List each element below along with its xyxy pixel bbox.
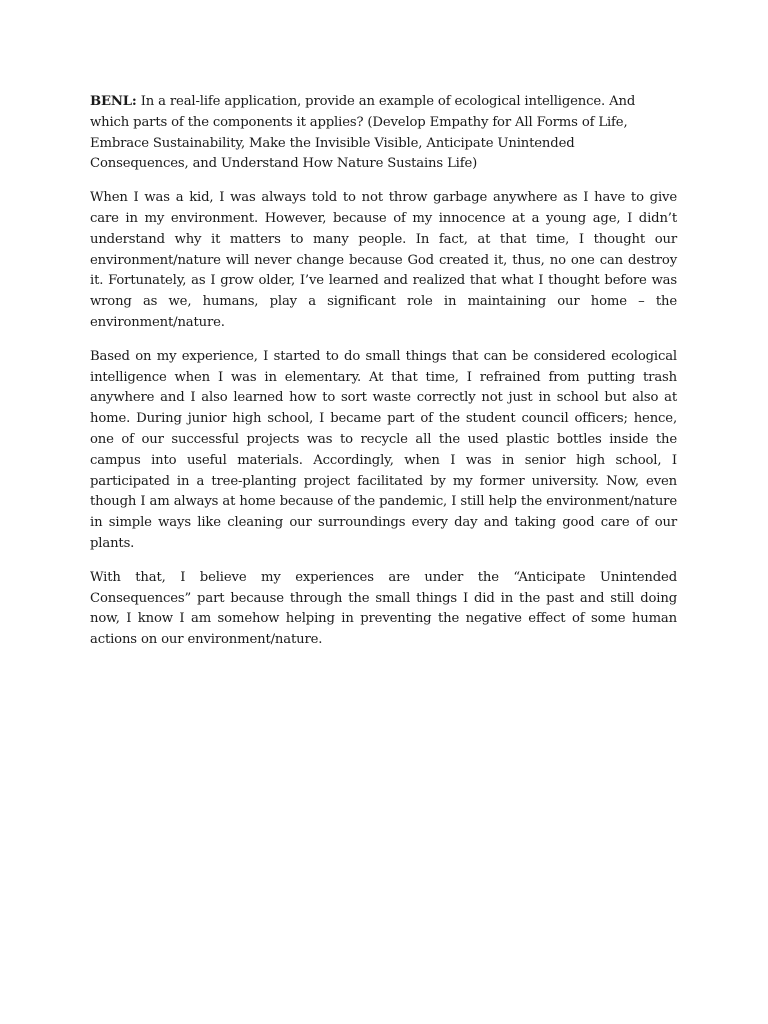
body-paragraph-1: When I was a kid, I was always told to not throw garbage anywhere as I have to give care in my environment. However, because of my innocence at a young age, I didn’t understand why it matters to many people. In fact, at that time, I thought our environment/nature will never change because God created it, thus, no one can destroy it. Fortunately, as I grow older, I’ve learned and realized that what I thought before was wrong as we, humans, play a significant role in maintaining our home – the environment/nature. bbox=[90, 190, 677, 330]
speaker-label: BENL: bbox=[90, 94, 137, 109]
question-text: In a real-life application, provide an example of ecological intelligence. And which parts of the components it applies? (Develop Empathy for All Forms of Life, Embrace Sustainability, Make the Invisible Visible, Anticipate Unintended Consequences, and Understand How Nature Sustains Life) bbox=[90, 94, 636, 172]
document-page bbox=[90, 92, 677, 664]
body-paragraph-3: With that, I believe my experiences are under the “Anticipate Unintended Consequences” part because through the small things I did in the past and still doing now, I know I am somehow helping in preventing the negative effect of some human actions on our environment/nature. bbox=[90, 569, 677, 648]
body-paragraph-2: Based on my experience, I started to do small things that can be considered ecological intelligence when I was in elementary. At that time, I refrained from putting trash anywhere and I also learned how to sort waste correctly not just in school but also at home. During junior high school, I became part of the student council officers; hence, one of our successful projects was to recycle all the used plastic bottles inside the campus into useful materials. Accordingly, when I was in senior high school, I participated in a tree-planting project facilitated by my former university. Now, even though I am always at home because of the pandemic, I still help the environment/nature in simple ways like cleaning our surroundings every day and taking good care of our plants. bbox=[90, 348, 677, 551]
question-paragraph bbox=[90, 92, 677, 175]
